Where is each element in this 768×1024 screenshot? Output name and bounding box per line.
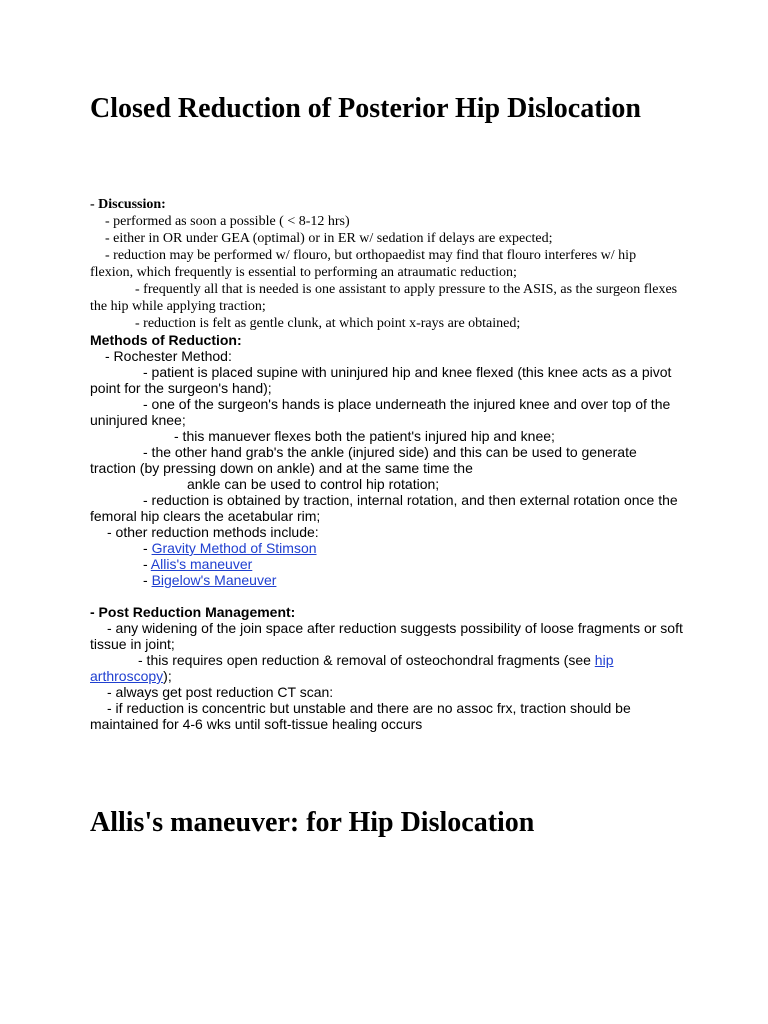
post-item: - this requires open reduction & removal of osteochondral fragments (see hip arthroscopy);	[90, 652, 614, 684]
methods-section	[90, 332, 685, 732]
discussion-item: - performed as soon a possible ( < 8-12 hrs)	[105, 214, 350, 229]
link-item: - Gravity Method of Stimson	[143, 540, 317, 556]
method-step: ankle can be used to control hip rotation;	[187, 476, 440, 492]
method-step: - one of the surgeon's hands is place underneath the injured knee and over top of the uninjured knee;	[90, 396, 671, 428]
rochester-method-label: - Rochester Method:	[105, 348, 232, 364]
link-item: - Allis's maneuver	[143, 556, 253, 572]
page-title: Closed Reduction of Posterior Hip Dislocation	[90, 93, 641, 124]
gravity-method-link[interactable]: Gravity Method of Stimson	[151, 540, 317, 556]
discussion-item: - reduction may be performed w/ flouro, but orthopaedist may find that flouro interferes w/ hip flexion, which frequently is essential to performing an atraumatic reduction;	[90, 248, 637, 280]
discussion-heading: - Discussion:	[90, 197, 166, 212]
post-item: - always get post reduction CT scan:	[107, 684, 334, 700]
bigelow-maneuver-link[interactable]: Bigelow's Maneuver	[151, 572, 277, 588]
discussion-item: - frequently all that is needed is one assistant to apply pressure to the ASIS, as the surgeon flexes the hip while applying traction;	[90, 282, 678, 314]
section-title-allis: Allis's maneuver: for Hip Dislocation	[90, 807, 535, 838]
hip-arthroscopy-link[interactable]: hip arthroscopy	[90, 652, 614, 684]
post-item: - if reduction is concentric but unstable and there are no assoc frx, traction should be maintained for 4-6 wks until soft-tissue healing occurs	[90, 700, 631, 732]
methods-heading: Methods of Reduction:	[90, 332, 242, 348]
discussion-item: - either in OR under GEA (optimal) or in ER w/ sedation if delays are expected;	[105, 231, 553, 246]
allis-maneuver-link[interactable]: Allis's maneuver	[150, 556, 253, 572]
post-reduction-heading: - Post Reduction Management:	[90, 604, 296, 620]
method-step: - patient is placed supine with uninjured hip and knee flexed (this knee acts as a pivot point for the surgeon's hand);	[90, 364, 672, 396]
link-item: - Bigelow's Maneuver	[143, 572, 277, 588]
discussion-section	[90, 196, 680, 332]
spacer	[90, 588, 685, 604]
method-step: - the other hand grab's the ankle (injured side) and this can be used to generate traction (by pressing down on ankle) and at the same time the	[90, 444, 637, 476]
post-item: - any widening of the join space after reduction suggests possibility of loose fragments or soft tissue in joint;	[90, 620, 683, 652]
method-step: - reduction is obtained by traction, internal rotation, and then external rotation once the femoral hip clears the acetabular rim;	[90, 492, 678, 524]
discussion-item: - reduction is felt as gentle clunk, at which point x-rays are obtained;	[135, 316, 521, 331]
other-methods-label: - other reduction methods include:	[107, 524, 319, 540]
method-step: - this manuever flexes both the patient's injured hip and knee;	[174, 428, 555, 444]
